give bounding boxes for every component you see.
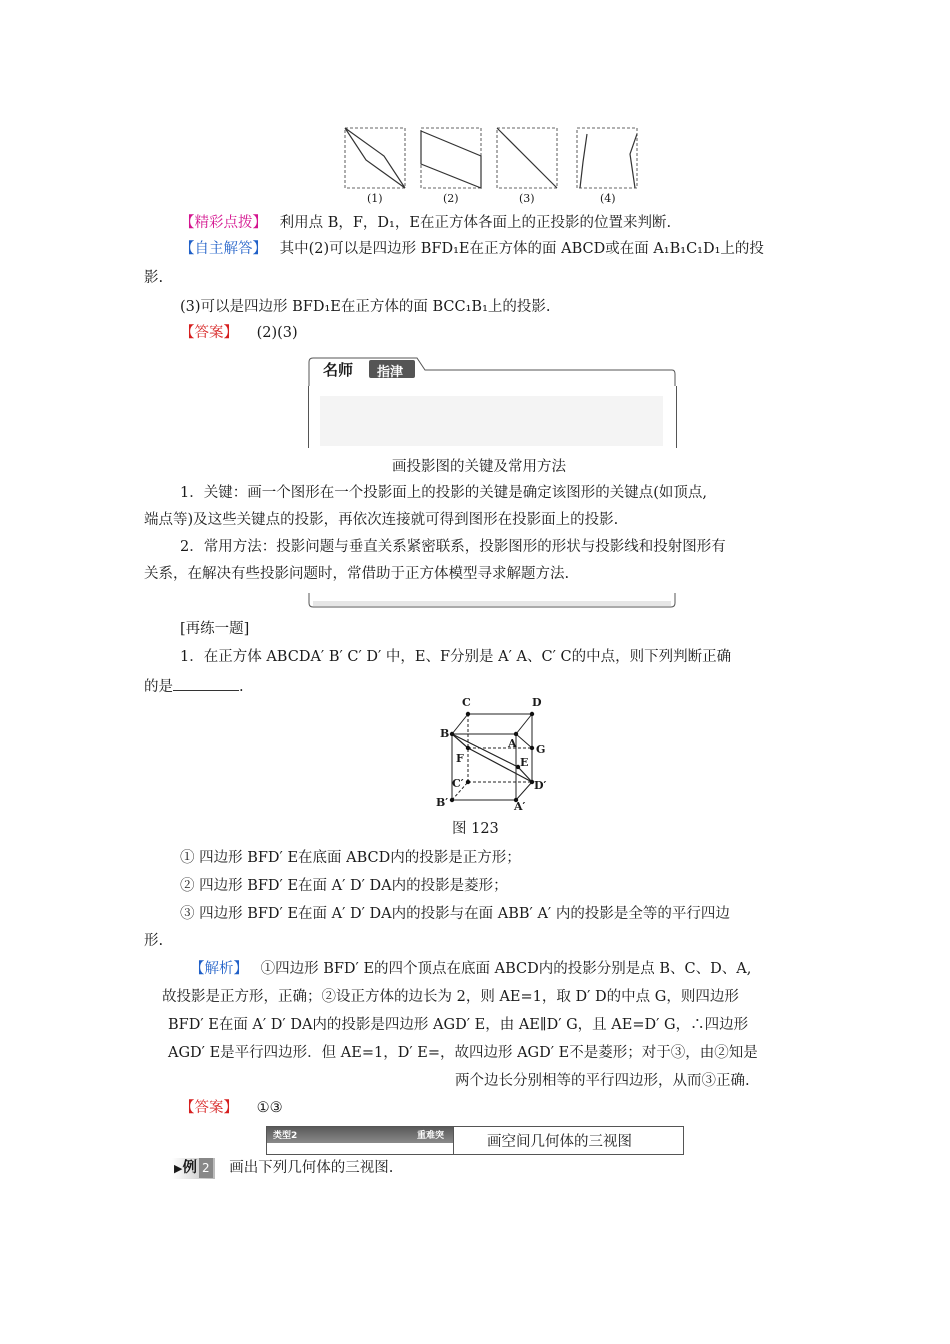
answer2-line [180, 1098, 283, 1118]
type-bar-divider [453, 1127, 454, 1154]
answer-blank[interactable] [173, 676, 239, 691]
analysis-line2: 故投影是正方形，正确；②设正方体的边长为 2，则 AE=1，取 D′ D的中点 G，则四边形 [162, 989, 739, 1005]
example-arrow-icon: ▶ [174, 1162, 183, 1175]
answer1-text: (2)(3) [256, 325, 298, 341]
option-1: ① 四边形 BFD′ E在底面 ABCD内的投影是正方形； [180, 850, 521, 866]
practice-question-end: . [239, 679, 244, 695]
cube-label-A-prime: A′ [514, 800, 526, 813]
hint-text: 利用点 B，F，D₁，E在正方体各面上的正投影的位置来判断. [279, 215, 672, 231]
figure-label-3: (3) [519, 192, 535, 205]
cube-label-A: A [508, 737, 517, 750]
practice-question-lead: 的是 [144, 679, 173, 695]
example-tag-text: 例 [182, 1160, 197, 1176]
teacher-box-title: 画投影图的关键及常用方法 [392, 459, 566, 475]
projection-figures [338, 124, 648, 206]
cube-diagram [432, 700, 552, 816]
type-bar [266, 1126, 684, 1155]
cube-label-E: E [520, 756, 529, 769]
hint-tag: 【精彩点拨】 [180, 215, 267, 231]
teacher-box-footer [307, 593, 677, 611]
example-text: 画出下列几何体的三视图. [229, 1160, 394, 1176]
hint-line [180, 213, 671, 233]
teacher-box-header [307, 356, 677, 386]
figure-label-1: (1) [367, 192, 383, 205]
teacher-badge-right: 指津 [377, 365, 404, 380]
teacher-p1-line2: 端点等)及这些关键点的投影，再依次连接就可得到图形在投影面上的投影. [144, 512, 619, 528]
teacher-box-shade [320, 396, 663, 446]
analysis-text1: ①四边形 BFD′ E的四个顶点在底面 ABCD内的投影分别是点 B、C、D、A, [260, 961, 752, 977]
self-answer-tag: 【自主解答】 [180, 241, 267, 257]
self-answer-line1 [180, 239, 764, 259]
analysis-line5: 两个边长分别相等的平行四边形，从而③正确. [455, 1073, 750, 1089]
answer2-tag: 【答案】 [180, 1100, 238, 1116]
practice-question-line1: 1．在正方体 ABCDA′ B′ C′ D′ 中，E、F分别是 A′ A、C′ C的中点，则下列判断正确 [180, 649, 732, 665]
figure-label-4: (4) [600, 192, 616, 205]
practice-question-line2 [144, 676, 244, 697]
self-answer-text1: 其中(2)可以是四边形 BFD₁E在正方体的面 ABCD或在面 A₁B₁C₁D₁上的投 [279, 241, 764, 257]
teacher-p1-line1: 1．关键：画一个图形在一个投影面上的投影的关键是确定该图形的关键点(如顶点, [180, 485, 707, 501]
cube-figure [432, 696, 552, 816]
figure-caption: 图 123 [452, 821, 499, 837]
type-bar-title: 画空间几何体的三视图 [487, 1134, 632, 1150]
analysis-tag: 【解析】 [190, 961, 248, 977]
teacher-p2-line1: 2．常用方法：投影问题与垂直关系紧密联系，投影图形的形状与投影线和投射图形有 [180, 539, 726, 555]
answer1-line [180, 323, 298, 343]
example-tag-number: 2 [199, 1158, 213, 1178]
answer2-text: ①③ [256, 1100, 283, 1116]
self-answer-line3: (3)可以是四边形 BFD₁E在正方体的面 BCC₁B₁上的投影. [180, 299, 551, 315]
example-line [172, 1158, 393, 1179]
analysis-line3: BFD′ E在面 A′ D′ DA内的投影是四边形 AGD′ E，由 AE∥D′ G，且 AE=D′ G，∴四边形 [168, 1017, 749, 1033]
option-3-line2: 形. [144, 933, 164, 949]
cube-label-F: F [456, 752, 464, 765]
type-bar-left-label: 类型2 [273, 1131, 298, 1141]
answer1-tag: 【答案】 [180, 325, 238, 341]
analysis-line4: AGD′ E是平行四边形．但 AE=1，D′ E=，故四边形 AGD′ E不是菱形；对于③，由②知是 [168, 1045, 758, 1061]
example-tag [172, 1158, 215, 1179]
self-answer-line2: 影. [144, 270, 164, 286]
practice-header: [再练一题] [180, 621, 250, 637]
cube-label-C: C [462, 696, 471, 709]
teacher-box-header-frame [307, 356, 677, 386]
option-3-line1: ③ 四边形 BFD′ E在面 A′ D′ DA内的投影与在面 ABB′ A′ 内的投影是全等的平行四边 [180, 906, 730, 922]
cube-label-G: G [536, 743, 546, 756]
cube-label-D-prime: D′ [534, 779, 547, 792]
figure-label-2: (2) [443, 192, 459, 205]
option-2: ② 四边形 BFD′ E在面 A′ D′ DA内的投影是菱形； [180, 878, 508, 894]
cube-label-B: B [440, 727, 450, 740]
type-bar-mid-label: 重难突 [417, 1131, 445, 1141]
cube-label-B-prime: B′ [436, 796, 449, 809]
cube-label-C-prime: C′ [452, 777, 464, 790]
teacher-box-footer-frame [307, 593, 677, 611]
analysis-line1 [190, 959, 751, 979]
cube-label-D: D [532, 696, 542, 709]
projection-diagrams [338, 124, 648, 194]
teacher-badge-left: 名师 [323, 361, 354, 379]
teacher-p2-line2: 关系，在解决有些投影问题时，常借助于正方体模型寻求解题方法. [144, 566, 570, 582]
